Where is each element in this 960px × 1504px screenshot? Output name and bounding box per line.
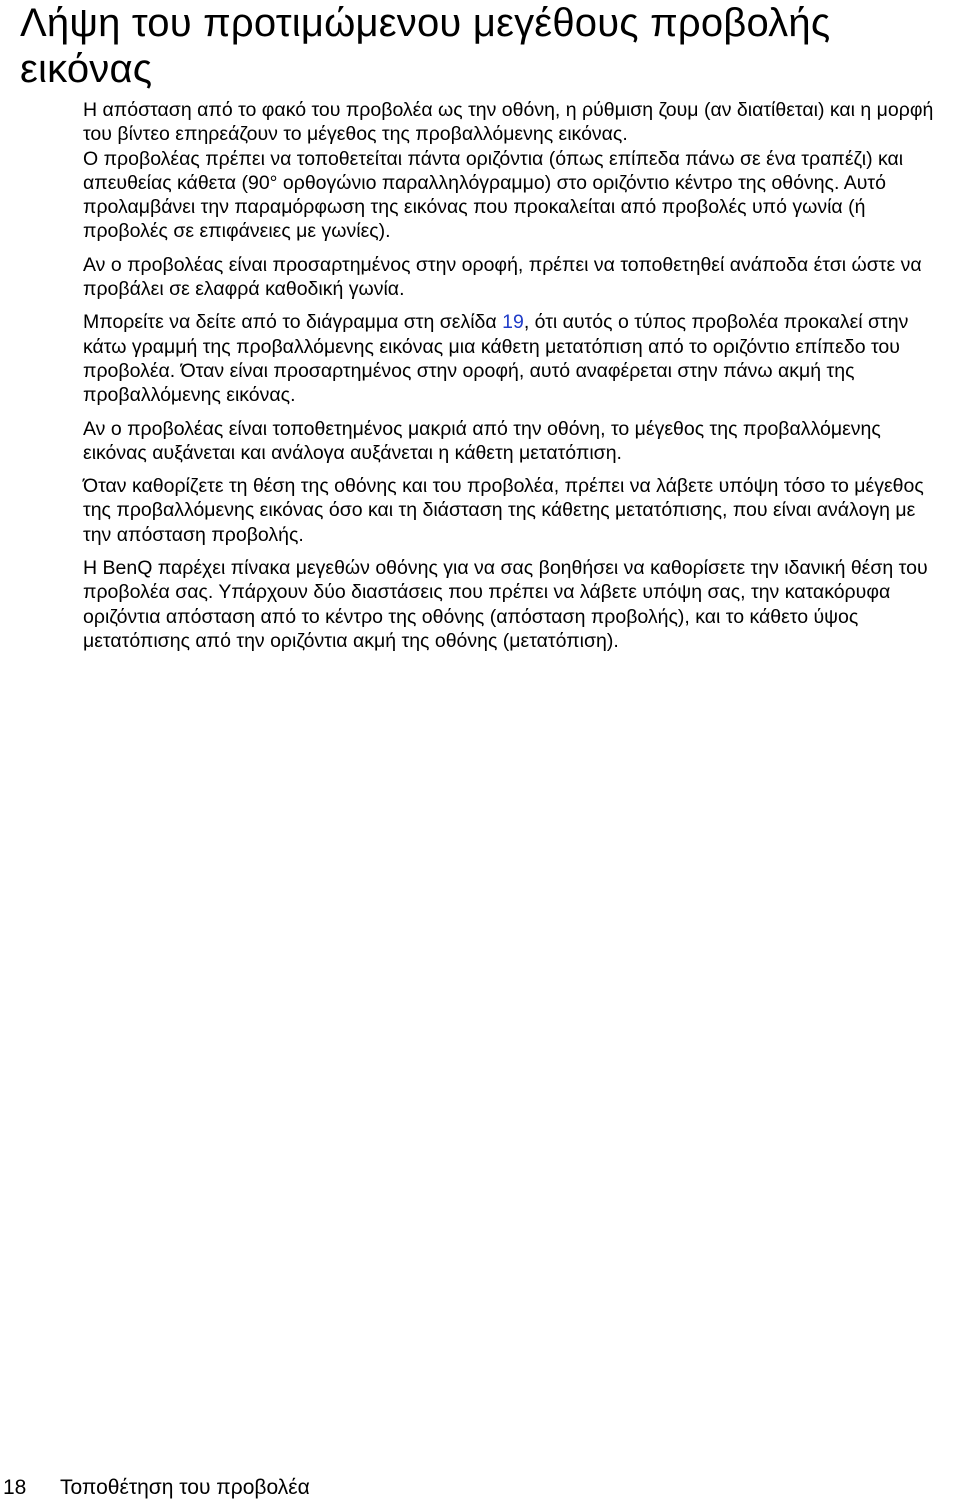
body-text xyxy=(83,98,945,662)
footer-section-title: Τοποθέτηση του προβολέα xyxy=(60,1476,310,1499)
page-reference-link[interactable]: 19 xyxy=(502,311,524,334)
page-title: Λήψη του προτιμώμενου μεγέθους προβολής εικόνας xyxy=(20,1,831,91)
paragraph-orientation: Ο προβολέας πρέπει να τοποθετείται πάντα οριζόντια (όπως επίπεδα πάνω σε ένα τραπέζι) και απευθείας κάθετα (90° ορθογώνιο παραλληλόγραμμο) στο οριζόντιο κέντρο της οθόνης. Αυτό προλαμβάνει την παραμόρφωση της εικόνας που προκαλείται από προβολές υπό γωνία (ή προβολές σε επιφάνειες με γωνίες). xyxy=(83,147,904,243)
paragraph-text: Μπορείτε να δείτε από το διάγραμμα στη σελίδα xyxy=(83,311,503,334)
paragraph-intro: Η απόσταση από το φακό του προβολέα ως την οθόνη, η ρύθμιση ζουμ (αν διατίθεται) και η μορφή του βίντεο επηρεάζουν το μέγεθος της προβαλλόμενης εικόνας. xyxy=(83,99,934,146)
paragraph-distance: Αν ο προβολέας είναι τοποθετημένος μακριά από την οθόνη, το μέγεθος της προβαλλόμενης εικόνας αυξάνεται και ανάλογα αυξάνεται η κάθετη μετατόπιση. xyxy=(83,417,881,464)
paragraph-vertical-offset xyxy=(83,310,945,407)
page-footer xyxy=(0,1474,960,1504)
paragraph-ceiling-mount: Αν ο προβολέας είναι προσαρτημένος στην οροφή, πρέπει να τοποθετηθεί ανάποδα έτσι ώστε να προβάλει σε ελαφρά καθοδική γωνία. xyxy=(83,253,922,301)
paragraph-positioning: Όταν καθορίζετε τη θέση της οθόνης και του προβολέα, πρέπει να λάβετε υπόψη τόσο το μέγεθος της προβαλλόμενης εικόνας όσο και τη διάσταση της κάθετης μετατόπισης, που είναι ανάλογη με την απόσταση προβολής. xyxy=(83,475,924,546)
paragraph-screen-size-table: Η BenQ παρέχει πίνακα μεγεθών οθόνης για να σας βοηθήσει να καθορίσετε την ιδανική θέση του προβολέα σας. Υπάρχουν δύο διαστάσεις που πρέπει να λάβετε υπόψη σας, την κατακόρυφα οριζόντια απόσταση από το κέντρο της οθόνης (απόσταση προβολής), και το κάθετο ύψος μετατόπισης από την οριζόντια ακμή της οθόνης (μετατόπιση). xyxy=(83,557,928,652)
page-number: 18 xyxy=(3,1476,27,1499)
paragraph-text: , ότι αυτός ο τύπος προβολέα προκαλεί στην κάτω γραμμή της προβαλλόμενης εικόνας μια κάθετη μετατόπιση από το οριζόντιο επίπεδο του προβολέα. Όταν είναι προσαρτημένος στην οροφή, αυτό αναφέρεται στην πάνω ακμή της προβαλλόμενης εικόνας. xyxy=(83,311,909,407)
